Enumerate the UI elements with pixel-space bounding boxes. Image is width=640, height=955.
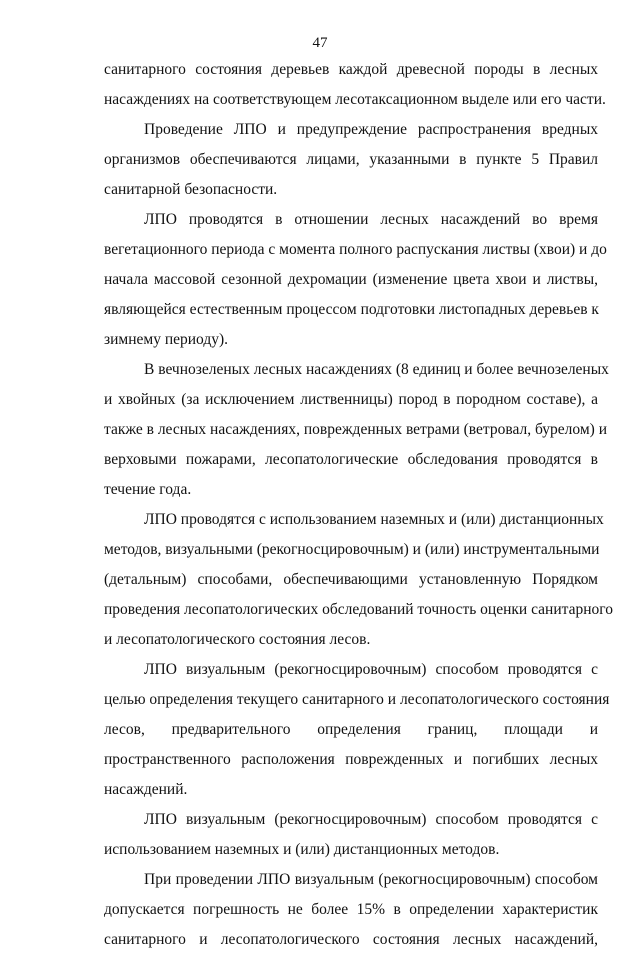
- text-line: (детальным) способами, обеспечивающими установленную Порядком: [104, 571, 598, 588]
- text-line: вегетационного периода с момента полного распускания листвы (хвои) и до: [104, 241, 607, 258]
- text-line: течение года.: [104, 481, 192, 498]
- paragraph-first-line: ЛПО визуальным (рекогносцировочным) способом проводятся с: [144, 661, 598, 678]
- page-number: 47: [312, 35, 328, 51]
- text-line: пространственного расположения поврежденных и погибших лесных: [104, 751, 598, 768]
- text-line: санитарной безопасности.: [104, 181, 278, 198]
- text-line: использованием наземных и (или) дистанционных методов.: [104, 841, 500, 858]
- paragraph-first-line: ЛПО визуальным (рекогносцировочным) способом проводятся с: [144, 811, 598, 828]
- document-body: [104, 55, 613, 955]
- text-line: допускается погрешность не более 15% в определении характеристик: [104, 901, 598, 918]
- text-line: методов, визуальными (рекогносцировочным) и (или) инструментальными: [104, 541, 600, 558]
- paragraph-first-line: ЛПО проводятся в отношении лесных насаждений во время: [144, 211, 598, 228]
- text-line: насаждений.: [104, 781, 188, 798]
- text-line: и хвойных (за исключением лиственницы) пород в породном составе), а: [104, 391, 598, 408]
- text-line: санитарного состояния деревьев каждой древесной породы в лесных: [104, 61, 598, 78]
- text-line: и лесопатологического состояния лесов.: [104, 631, 371, 648]
- paragraph-first-line: При проведении ЛПО визуальным (рекогносцировочным) способом: [144, 871, 598, 888]
- text-line: верховыми пожарами, лесопатологические обследования проводятся в: [104, 451, 598, 468]
- text-line: насаждениях на соответствующем лесотаксационном выделе или его части.: [104, 91, 606, 108]
- text-line: зимнему периоду).: [104, 331, 229, 348]
- text-line: являющейся естественным процессом подготовки листопадных деревьев к: [104, 301, 599, 318]
- text-line: лесов, предварительного определения границ, площади и: [104, 721, 598, 738]
- text-line: санитарного и лесопатологического состояния лесных насаждений,: [104, 931, 598, 948]
- paragraph-first-line: Проведение ЛПО и предупреждение распространения вредных: [144, 121, 598, 138]
- text-line: целью определения текущего санитарного и лесопатологического состояния: [104, 691, 610, 708]
- text-line: также в лесных насаждениях, поврежденных ветрами (ветровал, бурелом) и: [104, 421, 607, 438]
- paragraph-first-line: ЛПО проводятся с использованием наземных и (или) дистанционных: [144, 511, 604, 528]
- text-line: проведения лесопатологических обследований точность оценки санитарного: [104, 601, 613, 618]
- paragraph-first-line: В вечнозеленых лесных насаждениях (8 единиц и более вечнозеленых: [144, 361, 609, 378]
- text-line: начала массовой сезонной дехромации (изменение цвета хвои и листвы,: [104, 271, 598, 288]
- text-line: организмов обеспечиваются лицами, указанными в пункте 5 Правил: [104, 151, 598, 168]
